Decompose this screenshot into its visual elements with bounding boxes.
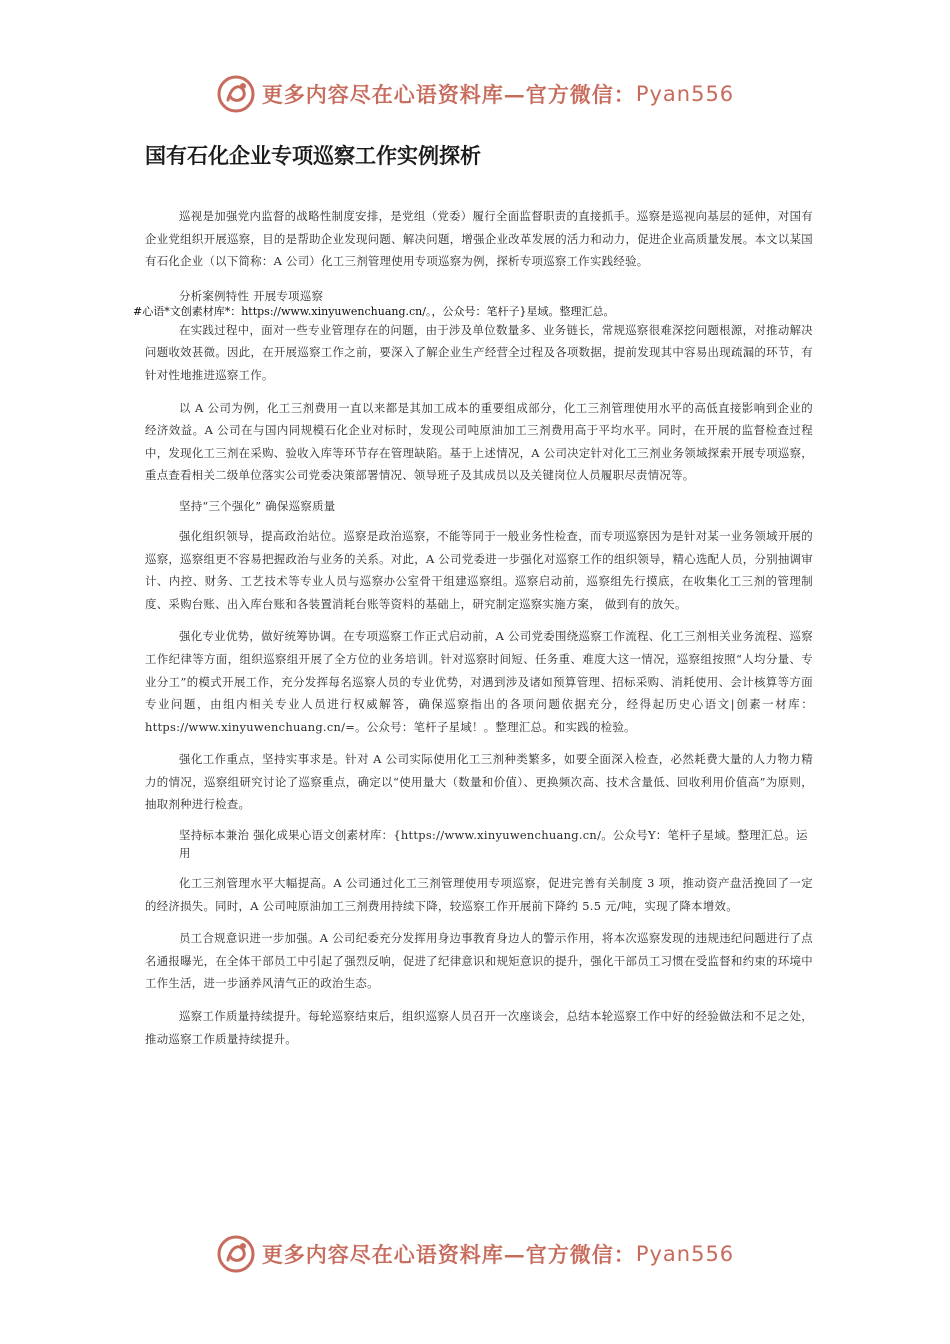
brand-logo-icon <box>216 1234 256 1274</box>
paragraph-practice: 在实践过程中，面对一些专业管理存在的问题，由于涉及单位数量多、业务链长，常规巡察很难深挖问题根源，对推动解决问题收效甚微。因此，在开展巡察工作之前，要深入了解企业生产经营全过程及各项数据，提前发现其中容易出现疏漏的环节，有针对性地推进巡察工作。 <box>145 322 813 382</box>
source-note-1: #心语*文创素材库*：https://www.xinyuwenchuang.cn/。，公众号：笔杆子}星域。整理汇总。 <box>133 304 615 318</box>
section-heading-3: 坚持标本兼治 强化成果心语文创素材库：{https://www.xinyuwenchuang.cn/。公众号Y：笔杆子星域。整理汇总。运用 <box>179 828 808 861</box>
paragraph-intro: 巡视是加强党内监督的战略性制度安排，是党组（党委）履行全面监督职责的直接抓手。巡察是巡视向基层的延伸，对国有企业党组织开展巡察，目的是帮助企业发现问题、解决问题，增强企业改革发展的活力和动力，促进企业高质量发展。本文以某国有石化企业（以下简称：A 公司）化工三剂管理使用专项巡察为例，探析专项巡察工作实践经验。 <box>145 209 813 269</box>
section-heading-1: 分析案例特性 开展专项巡察 <box>179 288 324 303</box>
banner-text: 更多内容尽在心语资料库—官方微信： <box>261 82 636 107</box>
document-title: 国有石化企业专项巡察工作实例探析 <box>145 144 481 168</box>
header-banner <box>0 74 950 114</box>
section-heading-2: 坚持“三个强化” 确保巡察质量 <box>179 498 336 513</box>
footer-banner <box>0 1234 950 1274</box>
banner-wechat-id: Pyan556 <box>635 82 735 106</box>
paragraph-example: 以 A 公司为例，化工三剂费用一直以来都是其加工成本的重要组成部分，化工三剂管理使用水平的高低直接影响到企业的经济效益。A 公司在与国内同规模石化企业对标时，发现公司吨原油加工三剂费用高于平均水平。同时，在开展的监督检查过程中，发现化工三剂在采购、验收入库等环节存在管理缺陷。基于上述情况，A 公司决定针对化工三剂业务领域探索开展专项巡察，重点查看相关二级单位落实公司党委决策部署情况、领导班子及其成员以及关键岗位人员履职尽责情况等。 <box>145 400 813 483</box>
paragraph-compliance: 员工合规意识进一步加强。A 公司纪委充分发挥用身边事教育身边人的警示作用，将本次巡察发现的违规违纪问题进行了点名通报曝光，在全体干部员工中引起了强烈反响，促进了纪律意识和规矩意识的提升，强化干部员工习惯在受监督和约束的环境中工作生活，进一步涵养风清气正的政治生态。 <box>145 931 813 991</box>
banner-wechat-id: Pyan556 <box>635 1242 735 1266</box>
paragraph-expertise: 强化专业优势，做好统筹协调。在专项巡察工作正式启动前，A 公司党委围绕巡察工作流程、化工三剂相关业务流程、巡察工作纪律等方面，组织巡察组开展了全方位的业务培训。针对巡察时间短、任务重、难度大这一情况，巡察组按照“人均分量、专业分工”的模式开展工作，充分发挥每名巡察人员的专业优势，对遇到涉及诸如预算管理、招标采购、消耗使用、会计核算等方面专业问题，由组内相关专业人员进行权威解答，确保巡察指出的各项问题依据充分，经得起历史心语文|创素一材库：https://www.xinyuwenchuang.cn/=。公众号：笔杆子星域！。整理汇总。和实践的检验。 <box>145 629 813 734</box>
document-body <box>133 205 813 1050</box>
banner-text: 更多内容尽在心语资料库—官方微信： <box>261 1242 636 1267</box>
paragraph-organization: 强化组织领导，提高政治站位。巡察是政治巡察，不能等同于一般业务性检查，而专项巡察因为是针对某一业务领域开展的巡察，巡察组更不容易把握政治与业务的关系。对此，A 公司党委进一步强化对巡察工作的组织领导，精心选配人员，分别抽调审计、内控、财务、工艺技术等专业人员与巡察办公室骨干组建巡察组。巡察启动前，巡察组先行摸底，在收集化工三剂的管理制度、采购台账、出入库台账和各装置消耗台账等资料的基础上，研究制定巡察实施方案， 做到有的放矢。 <box>145 528 813 611</box>
paragraph-management: 化工三剂管理水平大幅提高。A 公司通过化工三剂管理使用专项巡察，促进完善有关制度 3 项，推动资产盘活挽回了一定的经济损失。同时，A 公司吨原油加工三剂费用持续下降，较巡察工作开展前下降约 5.5 元/吨，实现了降本增效。 <box>145 876 813 913</box>
brand-logo-icon <box>216 74 256 114</box>
paragraph-focus: 强化工作重点，坚持实事求是。针对 A 公司实际使用化工三剂种类繁多，如要全面深入检查，必然耗费大量的人力物力精力的情况，巡察组研究讨论了巡察重点，确定以“使用量大（数量和价值）、更换频次高、技术含量低、回收利用价值高”为原则，抽取剂种进行检查。 <box>145 752 813 812</box>
paragraph-quality: 巡察工作质量持续提升。每轮巡察结束后，组织巡察人员召开一次座谈会，总结本轮巡察工作中好的经验做法和不足之处，推动巡察工作质量持续提升。 <box>145 1009 813 1046</box>
